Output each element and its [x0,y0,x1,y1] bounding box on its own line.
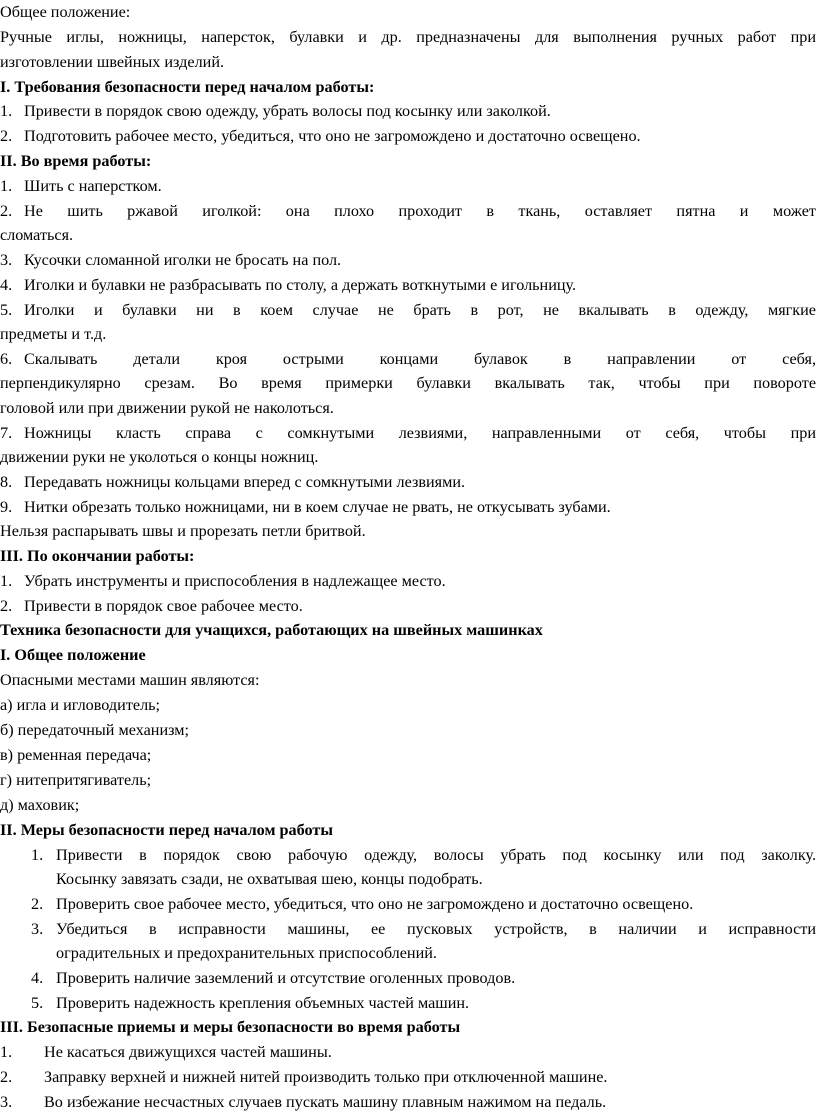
item-number: 2. [0,597,13,615]
list-item [0,993,816,1013]
list-item [0,101,816,121]
item-continuation: перпендикулярно срезам. Во время примерки булавки вкалывать так, чтобы при повороте [0,374,816,392]
list-item [0,126,816,146]
item-number: 7. [0,424,13,442]
item-text: Проверить надежность крепления объемных частей машин. [56,994,470,1012]
item-text: Убрать инструменты и приспособления в надлежащее место. [24,572,446,590]
intro-line-2: изготовлении швейных изделий. [0,53,225,71]
item-number: 2. [0,1068,13,1086]
list-item [0,497,816,517]
item-number: 5. [31,994,44,1012]
item-number: 4. [31,969,44,987]
list-item [0,919,816,939]
item-number: 1. [0,572,13,590]
list-item [0,596,816,616]
section2-note: Нельзя распарывать швы и прорезать петли бритвой. [0,522,366,540]
intro-line-1: Ручные иглы, ножницы, наперсток, булавки и др. предназначены для выполнения ручных работ при [0,28,816,46]
item-number: 3. [31,920,44,938]
dangerous-item: б) передаточный механизм; [0,721,190,739]
item-text: Иголки и булавки ни в коем случае не брать в рот, не вкалывать в одежду, мягкие [24,301,816,319]
item-text: Убедиться в исправности машины, ее пусковых устройств, в наличии и исправности [56,920,816,938]
item-continuation-row [0,869,816,889]
list-item [0,472,816,492]
list-item [0,423,816,443]
list-item [0,250,816,270]
item-number: 3. [0,1093,13,1111]
list-item [0,1067,816,1087]
general-heading: Общее положение: [0,3,131,21]
item-number: 8. [0,473,13,491]
dangerous-item: в) ременная передача; [0,746,152,764]
item-continuation: предметы и т.д. [0,325,107,343]
item-text: Подготовить рабочее место, убедиться, что оно не загромождено и достаточно освещено. [24,127,641,145]
item-number: 6. [0,350,13,368]
section2-heading: II. Во время работы: [0,152,152,170]
item-number: 1. [31,846,44,864]
item-continuation-row [0,943,816,963]
section3-heading: III. По окончании работы: [0,547,195,565]
list-item [0,176,816,196]
dangerous-intro: Опасными местами машин являются: [0,671,260,689]
list-item [0,845,816,865]
list-item [0,349,816,369]
during-heading: III. Безопасные приемы и меры безопасности во время работы [0,1018,461,1036]
item-text: Привести в порядок свою одежду, убрать волосы под косынку или заколкой. [24,102,551,120]
item-number: 5. [0,301,13,319]
section1-heading: I. Требования безопасности перед началом работы: [0,78,375,96]
item-continuation: Косынку завязать сзади, не охватывая шею, концы подобрать. [56,870,483,888]
dangerous-item: а) игла и игловодитель; [0,696,161,714]
item-text: Привести в порядок свое рабочее место. [24,597,303,615]
item-text: Ножницы класть справа с сомкнутыми лезвиями, направленными от себя, чтобы при [24,424,816,442]
dangerous-item: д) маховик; [0,796,80,814]
list-item [0,968,816,988]
item-number: 2. [31,895,44,913]
item-text: Заправку верхней и нижней нитей производить только при отключенной машине. [44,1068,608,1086]
item-continuation: оградительных и предохранительных приспособлений. [56,944,437,962]
item-text: Не касаться движущихся частей машины. [44,1043,332,1061]
list-item [0,894,816,914]
item-text: Шить с наперстком. [24,177,162,195]
item-text: Кусочки сломанной иголки не бросать на пол. [24,251,342,269]
item-continuation: движении руки не уколоться о концы ножниц. [0,448,319,466]
item-text: Скалывать детали кроя острыми концами булавок в направлении от себя, [24,350,816,368]
item-text: Иголки и булавки не разбрасывать по столу, а держать воткнутыми е игольницу. [24,276,577,294]
item-text: Не шить ржавой иголкой: она плохо проходит в ткань, оставляет пятна и может [24,202,816,220]
item-text: Передавать ножницы кольцами вперед с сомкнутыми лезвиями. [24,473,466,491]
item-continuation: сломаться. [0,226,74,244]
list-item [0,300,816,320]
item-number: 2. [0,202,13,220]
item-text: Нитки обрезать только ножницами, ни в коем случае не рвать, не откусывать зубами. [24,498,611,516]
item-number: 4. [0,276,13,294]
item-number: 1. [0,1043,13,1061]
list-item [0,275,816,295]
list-item [0,1042,816,1062]
item-number: 9. [0,498,13,516]
item-text: Проверить наличие заземлений и отсутствие оголенных проводов. [56,969,516,987]
item-text: Проверить свое рабочее место, убедиться, что оно не загромождено и достаточно освещено. [56,895,694,913]
item-text: Привести в порядок свою рабочую одежду, волосы убрать под косынку или под заколку. [56,846,816,864]
item-number: 1. [0,102,13,120]
item-continuation: головой или при движении рукой не наколоться. [0,399,334,417]
list-item [0,1092,816,1112]
machine-title: Техника безопасности для учащихся, работающих на швейных машинках [0,621,543,639]
item-number: 3. [0,251,13,269]
list-item [0,571,816,591]
dangerous-item: г) нитепритягиватель; [0,771,152,789]
list-item [0,201,816,221]
item-number: 1. [0,177,13,195]
item-number: 2. [0,127,13,145]
before-heading: II. Меры безопасности перед началом работы [0,821,333,839]
item-text: Во избежание несчастных случаев пускать машину плавным нажимом на педаль. [44,1093,607,1111]
machine-general-heading: I. Общее положение [0,646,146,664]
